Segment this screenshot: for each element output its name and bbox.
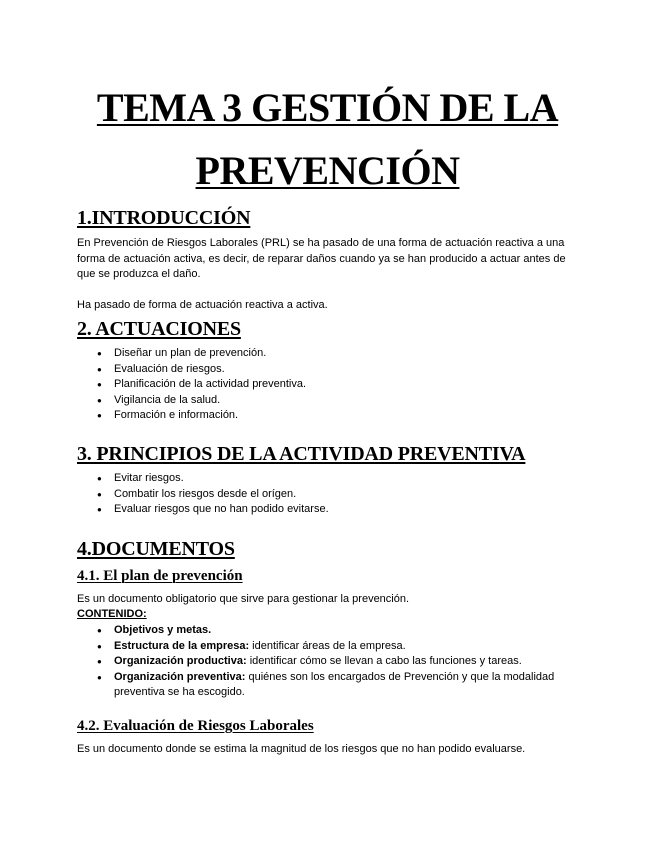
- list-item: ● Evitar riesgos.: [77, 471, 582, 487]
- actuaciones-list: [77, 346, 582, 424]
- list-item: ● Formación e información.: [77, 408, 582, 424]
- contenido-list: [77, 623, 582, 701]
- list-item: [77, 623, 582, 639]
- title-line-2: PREVENCIÓN: [195, 148, 460, 193]
- list-item: ● Planificación de la actividad preventiva.: [77, 377, 582, 393]
- item-text: identificar cómo se llevan a cabo las funciones y tareas.: [246, 655, 522, 667]
- section-heading-principios: 3. PRINCIPIOS DE LA ACTIVIDAD PREVENTIVA: [77, 443, 526, 465]
- principios-list: [77, 471, 582, 518]
- title-line-1: TEMA 3 GESTIÓN DE LA: [96, 85, 559, 130]
- list-item: ● Vigilancia de la salud.: [77, 393, 582, 409]
- list-item: [77, 639, 582, 655]
- evaluacion-intro: Es un documento donde se estima la magnitud de los riesgos que no han podido evaluarse.: [77, 743, 526, 755]
- item-text: quiénes son los encargados de Prevención y que la modalidad preventiva se ha escogido.: [114, 670, 555, 698]
- list-item: ● Combatir los riesgos desde el orígen.: [77, 487, 582, 503]
- list-item: ● Diseñar un plan de prevención.: [77, 346, 582, 362]
- section-heading-actuaciones: 2. ACTUACIONES: [77, 318, 241, 340]
- intro-paragraph: En Prevención de Riesgos Laborales (PRL) se ha pasado de una forma de actuación reactiva a una forma de actuación activa, es decir, de reparar daños cuando ya se han producido a actuar antes de que se produzca el daño.: [77, 237, 566, 280]
- intro-summary: Ha pasado de forma de actuación reactiva a activa.: [77, 299, 328, 311]
- item-bold-label: Organización productiva:: [114, 655, 247, 667]
- list-item: ● Evaluar riesgos que no han podido evitarse.: [77, 502, 582, 518]
- list-item: ● Evaluación de riesgos.: [77, 362, 582, 378]
- list-item: [77, 654, 582, 670]
- plan-intro: Es un documento obligatorio que sirve para gestionar la prevención.: [77, 593, 410, 605]
- item-text: identificar áreas de la empresa.: [249, 639, 406, 652]
- item-bold-label: Estructura de la empresa:: [114, 639, 250, 652]
- subsection-heading-evaluacion: 4.2. Evaluación de Riesgos Laborales: [77, 718, 314, 734]
- section-heading-documentos: 4.DOCUMENTOS: [77, 538, 235, 560]
- subsection-heading-plan: 4.1. El plan de prevención: [77, 568, 243, 584]
- contenido-label: CONTENIDO:: [77, 608, 147, 620]
- list-item: [77, 670, 582, 701]
- item-bold-label: Objetivos y metas.: [114, 624, 212, 636]
- item-bold-label: Organización preventiva:: [114, 670, 246, 683]
- section-heading-introduccion: 1.INTRODUCCIÓN: [77, 207, 251, 229]
